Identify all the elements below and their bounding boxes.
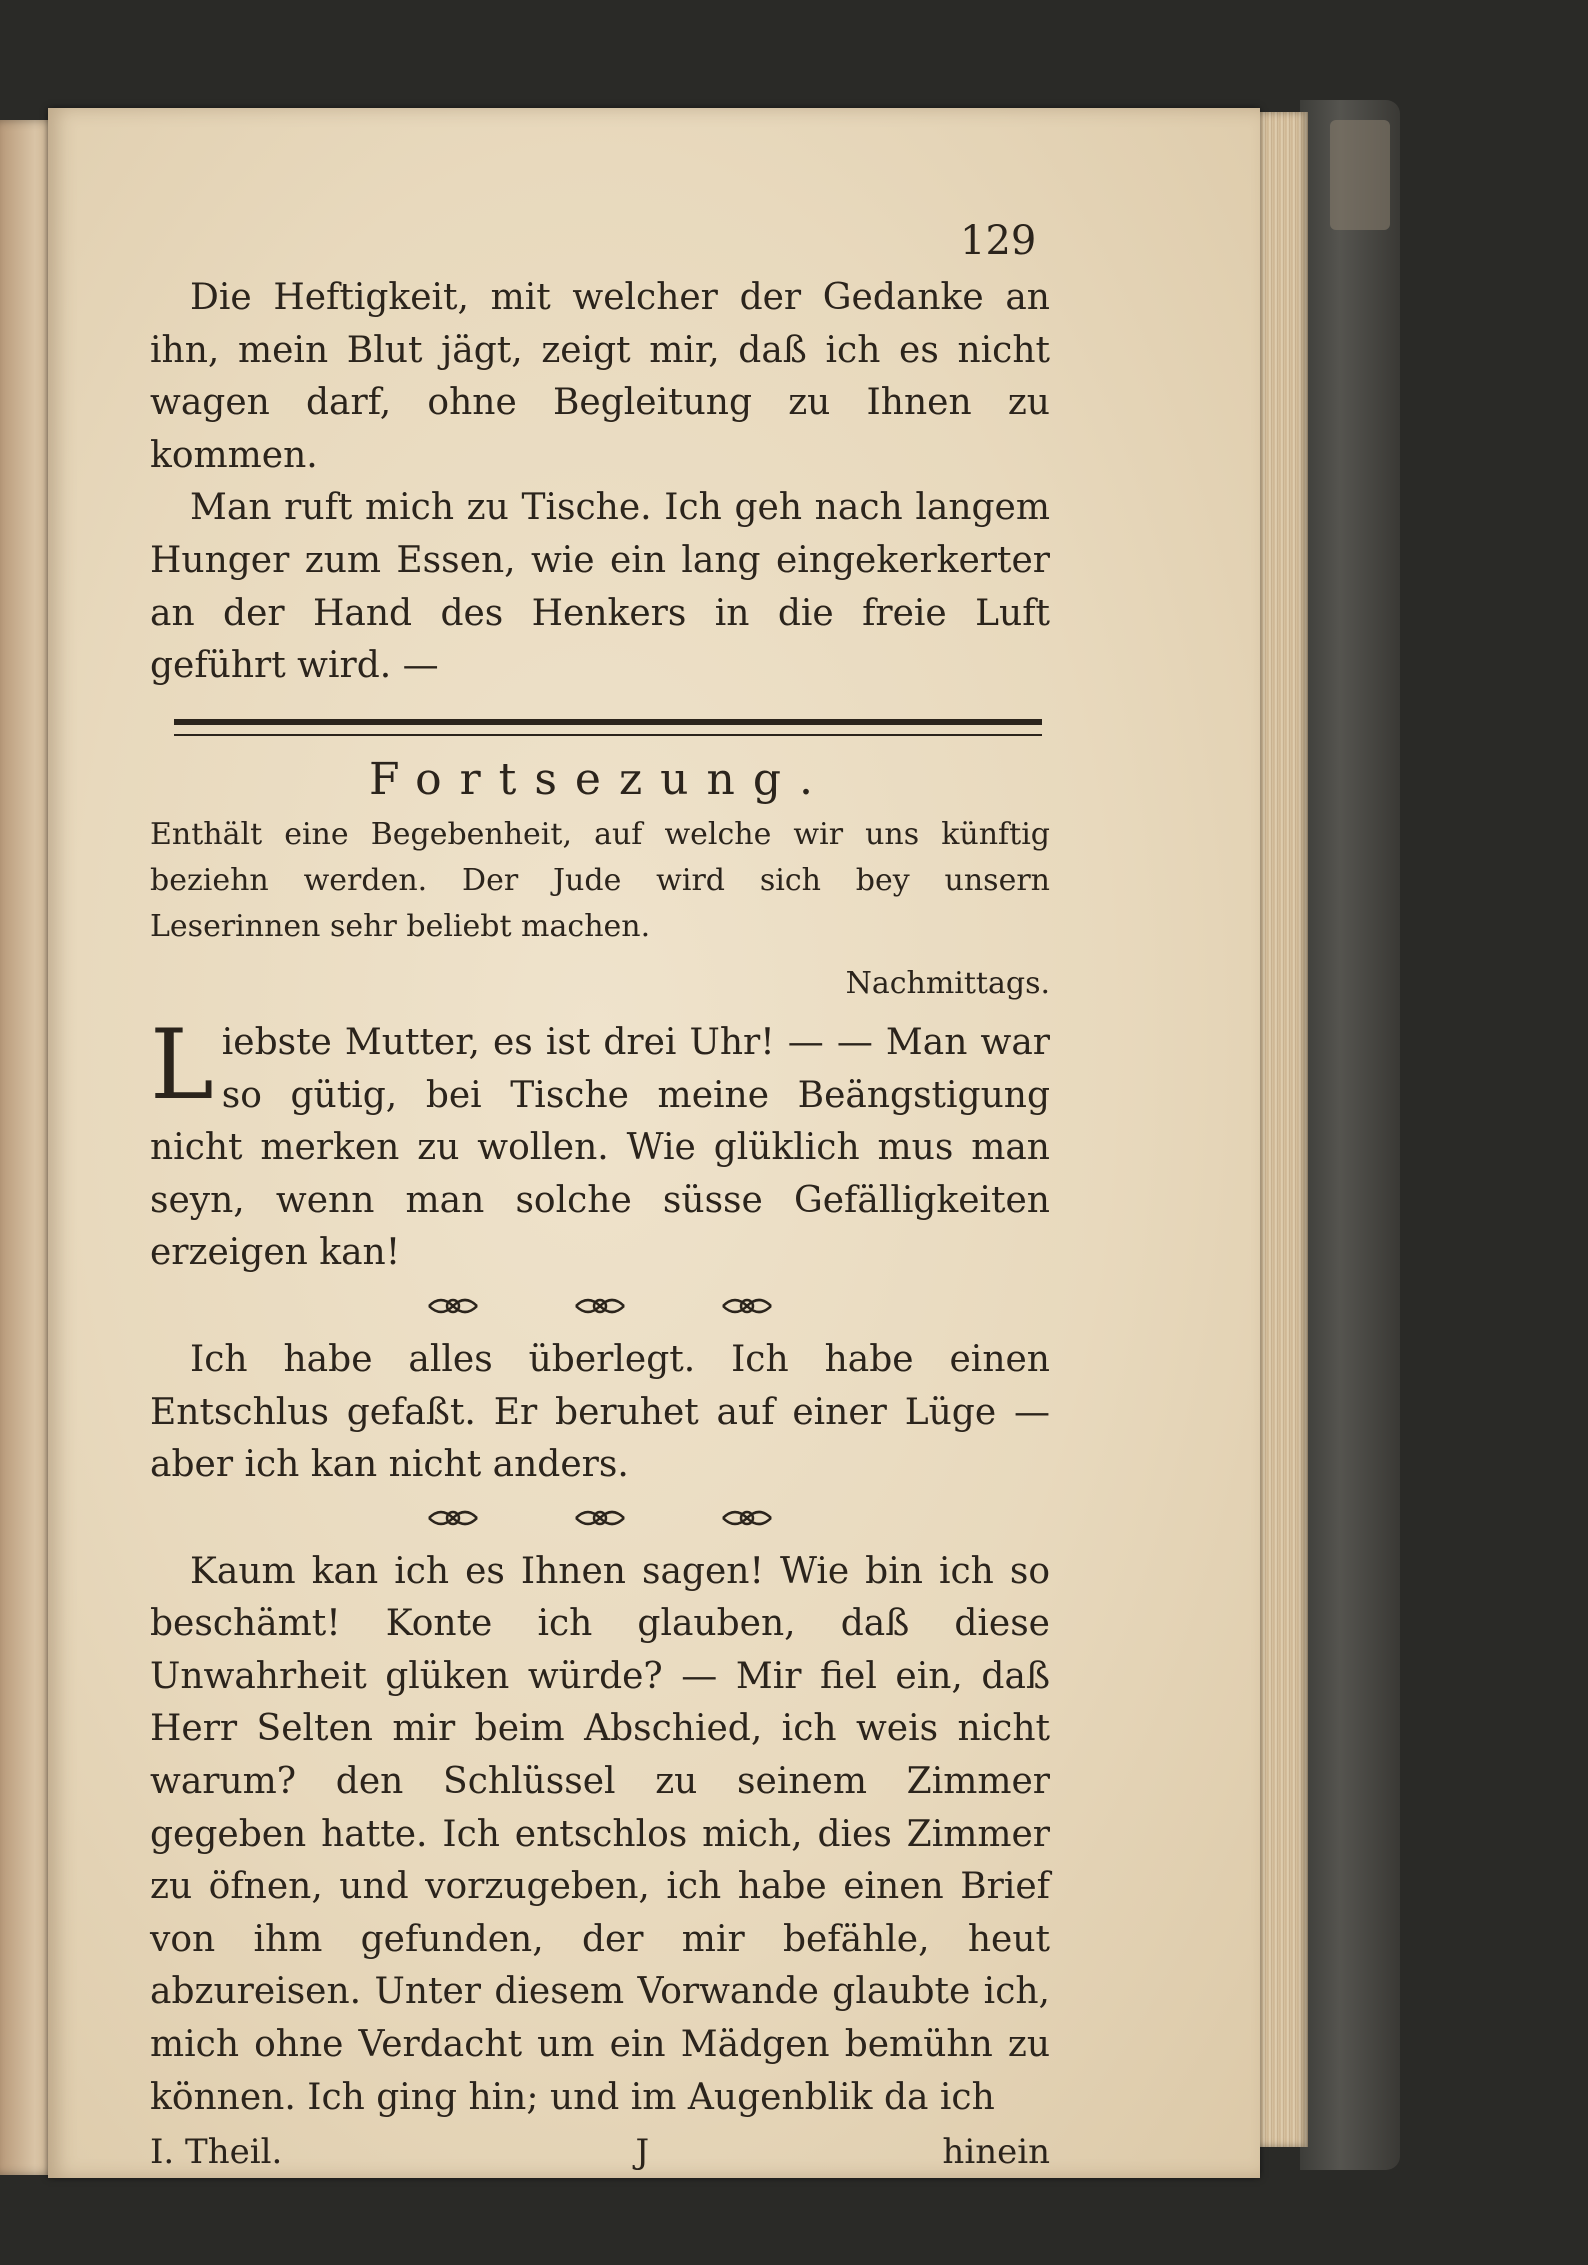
ornament-row-1 [150,1290,1050,1322]
cover-wear [1330,120,1390,230]
page-footer [150,2126,1050,2179]
paragraph-3 [150,1008,1050,1280]
paragraph-4: Ich habe alles überlegt. Ich habe einen Entschlus gefaßt. Er beruhet auf einer Lüge — aber ich kan nicht anders. [150,1338,1050,1486]
floral-ornament-icon [427,1290,479,1322]
paragraph-1: Die Heftigkeit, mit welcher der Gedanke an ihn, mein Blut jägt, zeigt mir, daß ich es nicht wagen darf, ohne Begleitung zu Ihnen zu kommen. [150,277,1050,476]
floral-ornament-icon [427,1502,479,1534]
section-summary: Enthält eine Begebenheit, auf welche wir uns künftig beziehn werden. Der Jude wird sich bey unsern Leserinnen sehr beliebt machen. [150,817,1050,945]
signature-mark: J [635,2132,650,2173]
floral-ornament-icon [574,1290,626,1322]
floral-ornament-icon [721,1290,773,1322]
section-heading: Fortsezung. [369,753,831,805]
dateline: Nachmittags. [845,966,1050,1002]
text-block [150,210,1050,2179]
paragraph-5: Kaum kan ich es Ihnen sagen! Wie bin ich so beschämt! Konte ich glauben, daß diese Unwahrheit glüken würde? — Mir fiel ein, daß Herr Selten mir beim Abschied, ich weis nicht warum? den Schlüssel zu seinem Zimmer gegeben hatte. Ich entschlos mich, dies Zimmer zu öfnen, und vorzugeben, ich habe einen Brief von ihm gefunden, der mir befähle, heut abzureisen. Unter diesem Vorwande glaubte ich, mich ohne Verdacht um ein Mädgen bemühn zu können. Ich ging hin; und im Augenblik da ich [150,1550,1050,2118]
paragraph-3-text: iebste Mutter, es ist drei Uhr! — — Man war so gütig, bei Tische meine Beängstigung nicht merken zu wollen. Wie glüklich mus man seyn, wenn man solche süsse Gefälligkeiten erzeigen kan! [150,1021,1050,1274]
paragraph-2: Man ruft mich zu Tische. Ich geh nach langem Hunger zum Essen, wie ein lang eingekerkerter an der Hand des Henkers in die freie Luft geführt wird. — [150,487,1050,687]
drop-cap: L [150,1008,214,1121]
floral-ornament-icon [721,1502,773,1534]
ornament-row-2 [150,1502,1050,1534]
floral-ornament-icon [574,1502,626,1534]
section-rule [174,719,1042,736]
page-number: 129 [960,218,1037,264]
volume-label: I. Theil. [150,2132,283,2173]
catchword: hinein [942,2132,1050,2173]
book-cover [1300,100,1400,2170]
